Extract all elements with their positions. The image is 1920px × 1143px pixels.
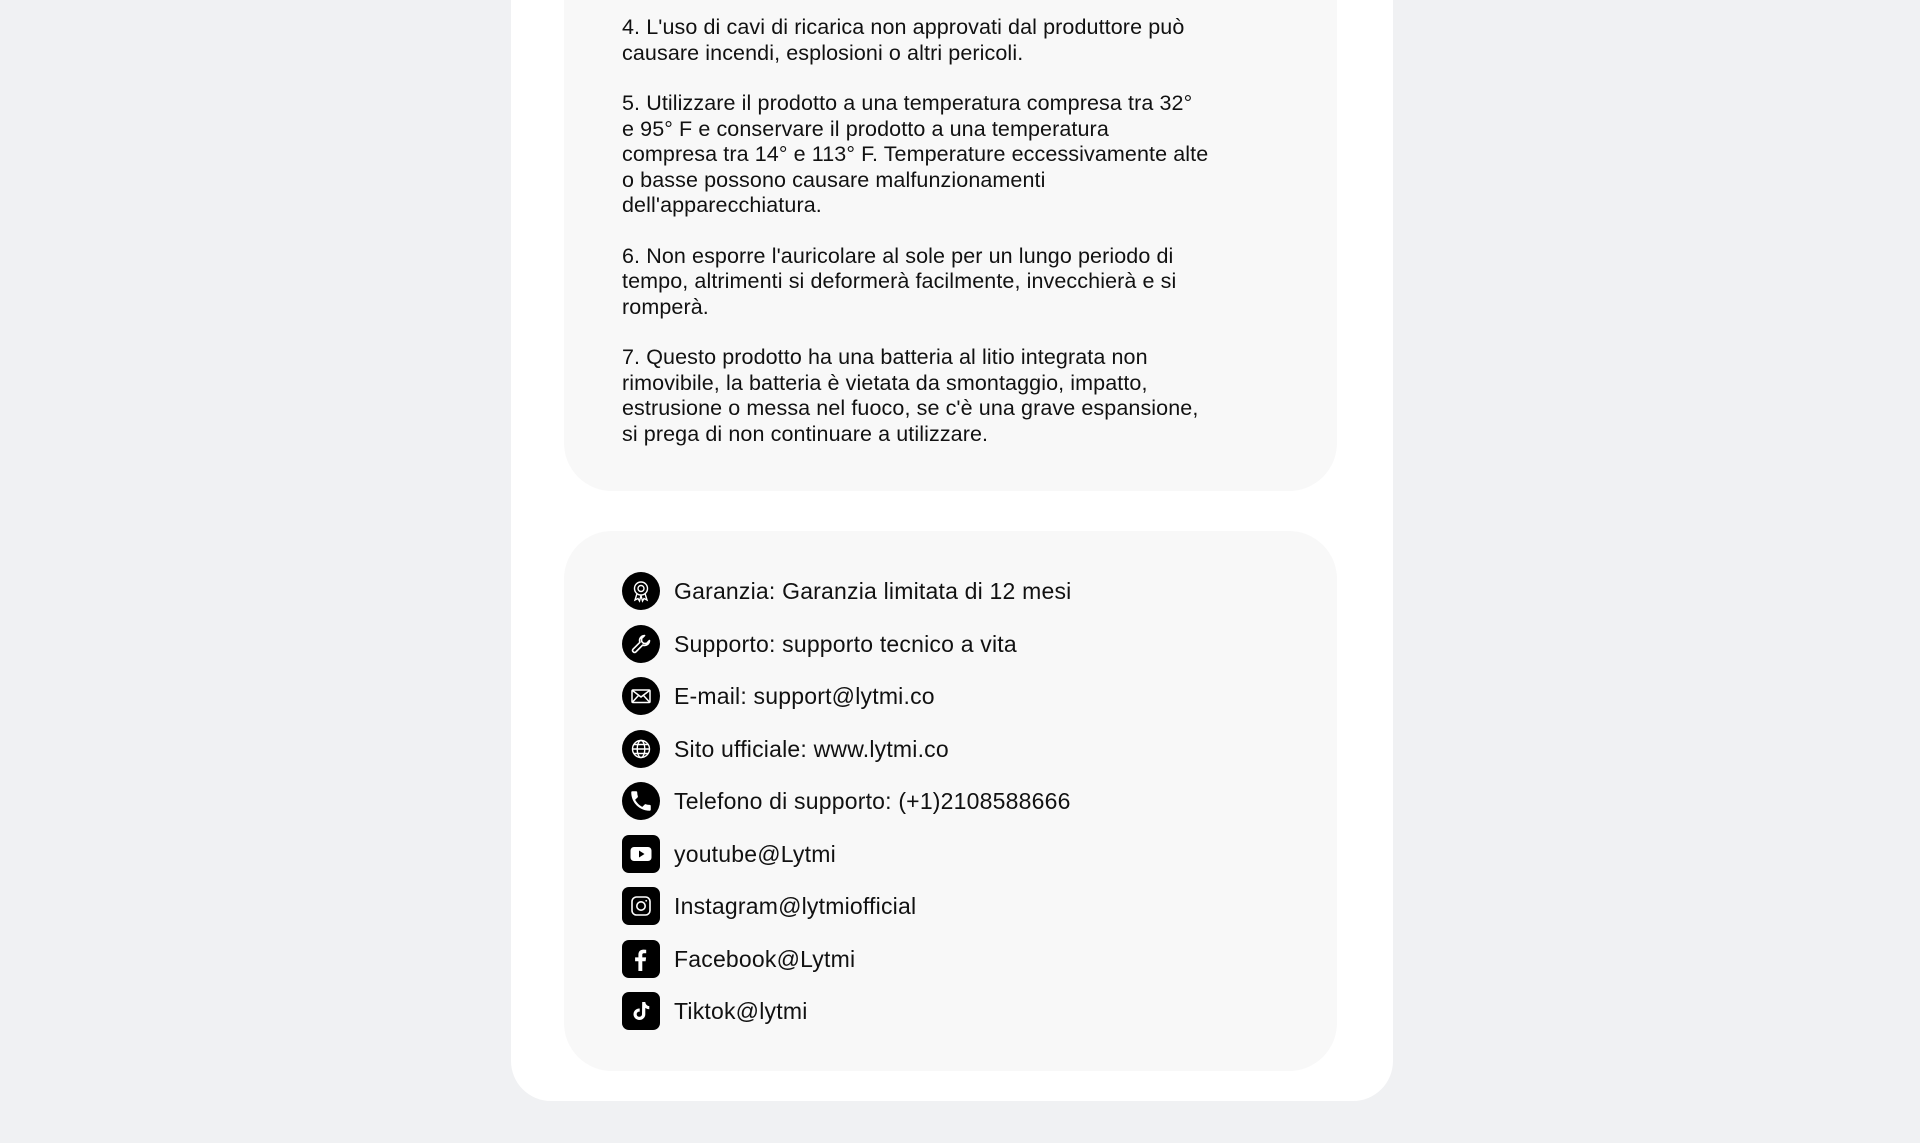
instagram-icon [622, 887, 660, 925]
email-row [622, 677, 1072, 715]
warranty-row [622, 572, 1072, 610]
tiktok-icon [622, 992, 660, 1030]
phone-icon [622, 782, 660, 820]
precautions-list [622, 15, 1282, 472]
facebook-icon [622, 940, 660, 978]
contact-info-list [622, 572, 1072, 1045]
precaution-item-5: 5. Utilizzare il prodotto a una temperatura compresa tra 32° e 95° F e conservare il prodotto a una temperatura compresa tra 14° e 113° F. Temperature eccessivamente alte o basse possono causare malfunzionamenti dell'apparecchiatura. [622, 91, 1209, 217]
youtube-icon [622, 835, 660, 873]
phone-row [622, 782, 1072, 820]
precaution-item-4: 4. L'uso di cavi di ricarica non approvati dal produttore può causare incendi, esplosioni o altri pericoli. [622, 15, 1185, 65]
youtube-row [622, 835, 1072, 873]
instagram-text: Instagram@lytmiofficial [674, 893, 917, 919]
phone-text: Telefono di supporto: (+1)2108588666 [674, 788, 1071, 814]
tiktok-row [622, 992, 1072, 1030]
wrench-icon [622, 625, 660, 663]
award-icon [622, 572, 660, 610]
facebook-row [622, 940, 1072, 978]
warranty-text: Garanzia: Garanzia limitata di 12 mesi [674, 578, 1072, 604]
email-text: E-mail: support@lytmi.co [674, 683, 935, 709]
instagram-row [622, 887, 1072, 925]
tiktok-text: Tiktok@lytmi [674, 998, 808, 1024]
youtube-text: youtube@Lytmi [674, 840, 836, 867]
website-row [622, 730, 1072, 768]
support-text: Supporto: supporto tecnico a vita [674, 630, 1017, 657]
website-text: Sito ufficiale: www.lytmi.co [674, 735, 949, 762]
precaution-item-6: 6. Non esporre l'auricolare al sole per un lungo periodo di tempo, altrimenti si deformerà facilmente, invecchierà e si romperà. [622, 243, 1177, 319]
precaution-item-7: 7. Questo prodotto ha una batteria al litio integrata non rimovibile, la batteria è vietata da smontaggio, impatto, estrusione o messa nel fuoco, se c'è una grave espansione, si prega di non continuare a utilizzare. [622, 345, 1199, 446]
facebook-text: Facebook@Lytmi [674, 945, 856, 972]
globe-icon [622, 730, 660, 768]
mail-icon [622, 677, 660, 715]
support-row [622, 625, 1072, 663]
